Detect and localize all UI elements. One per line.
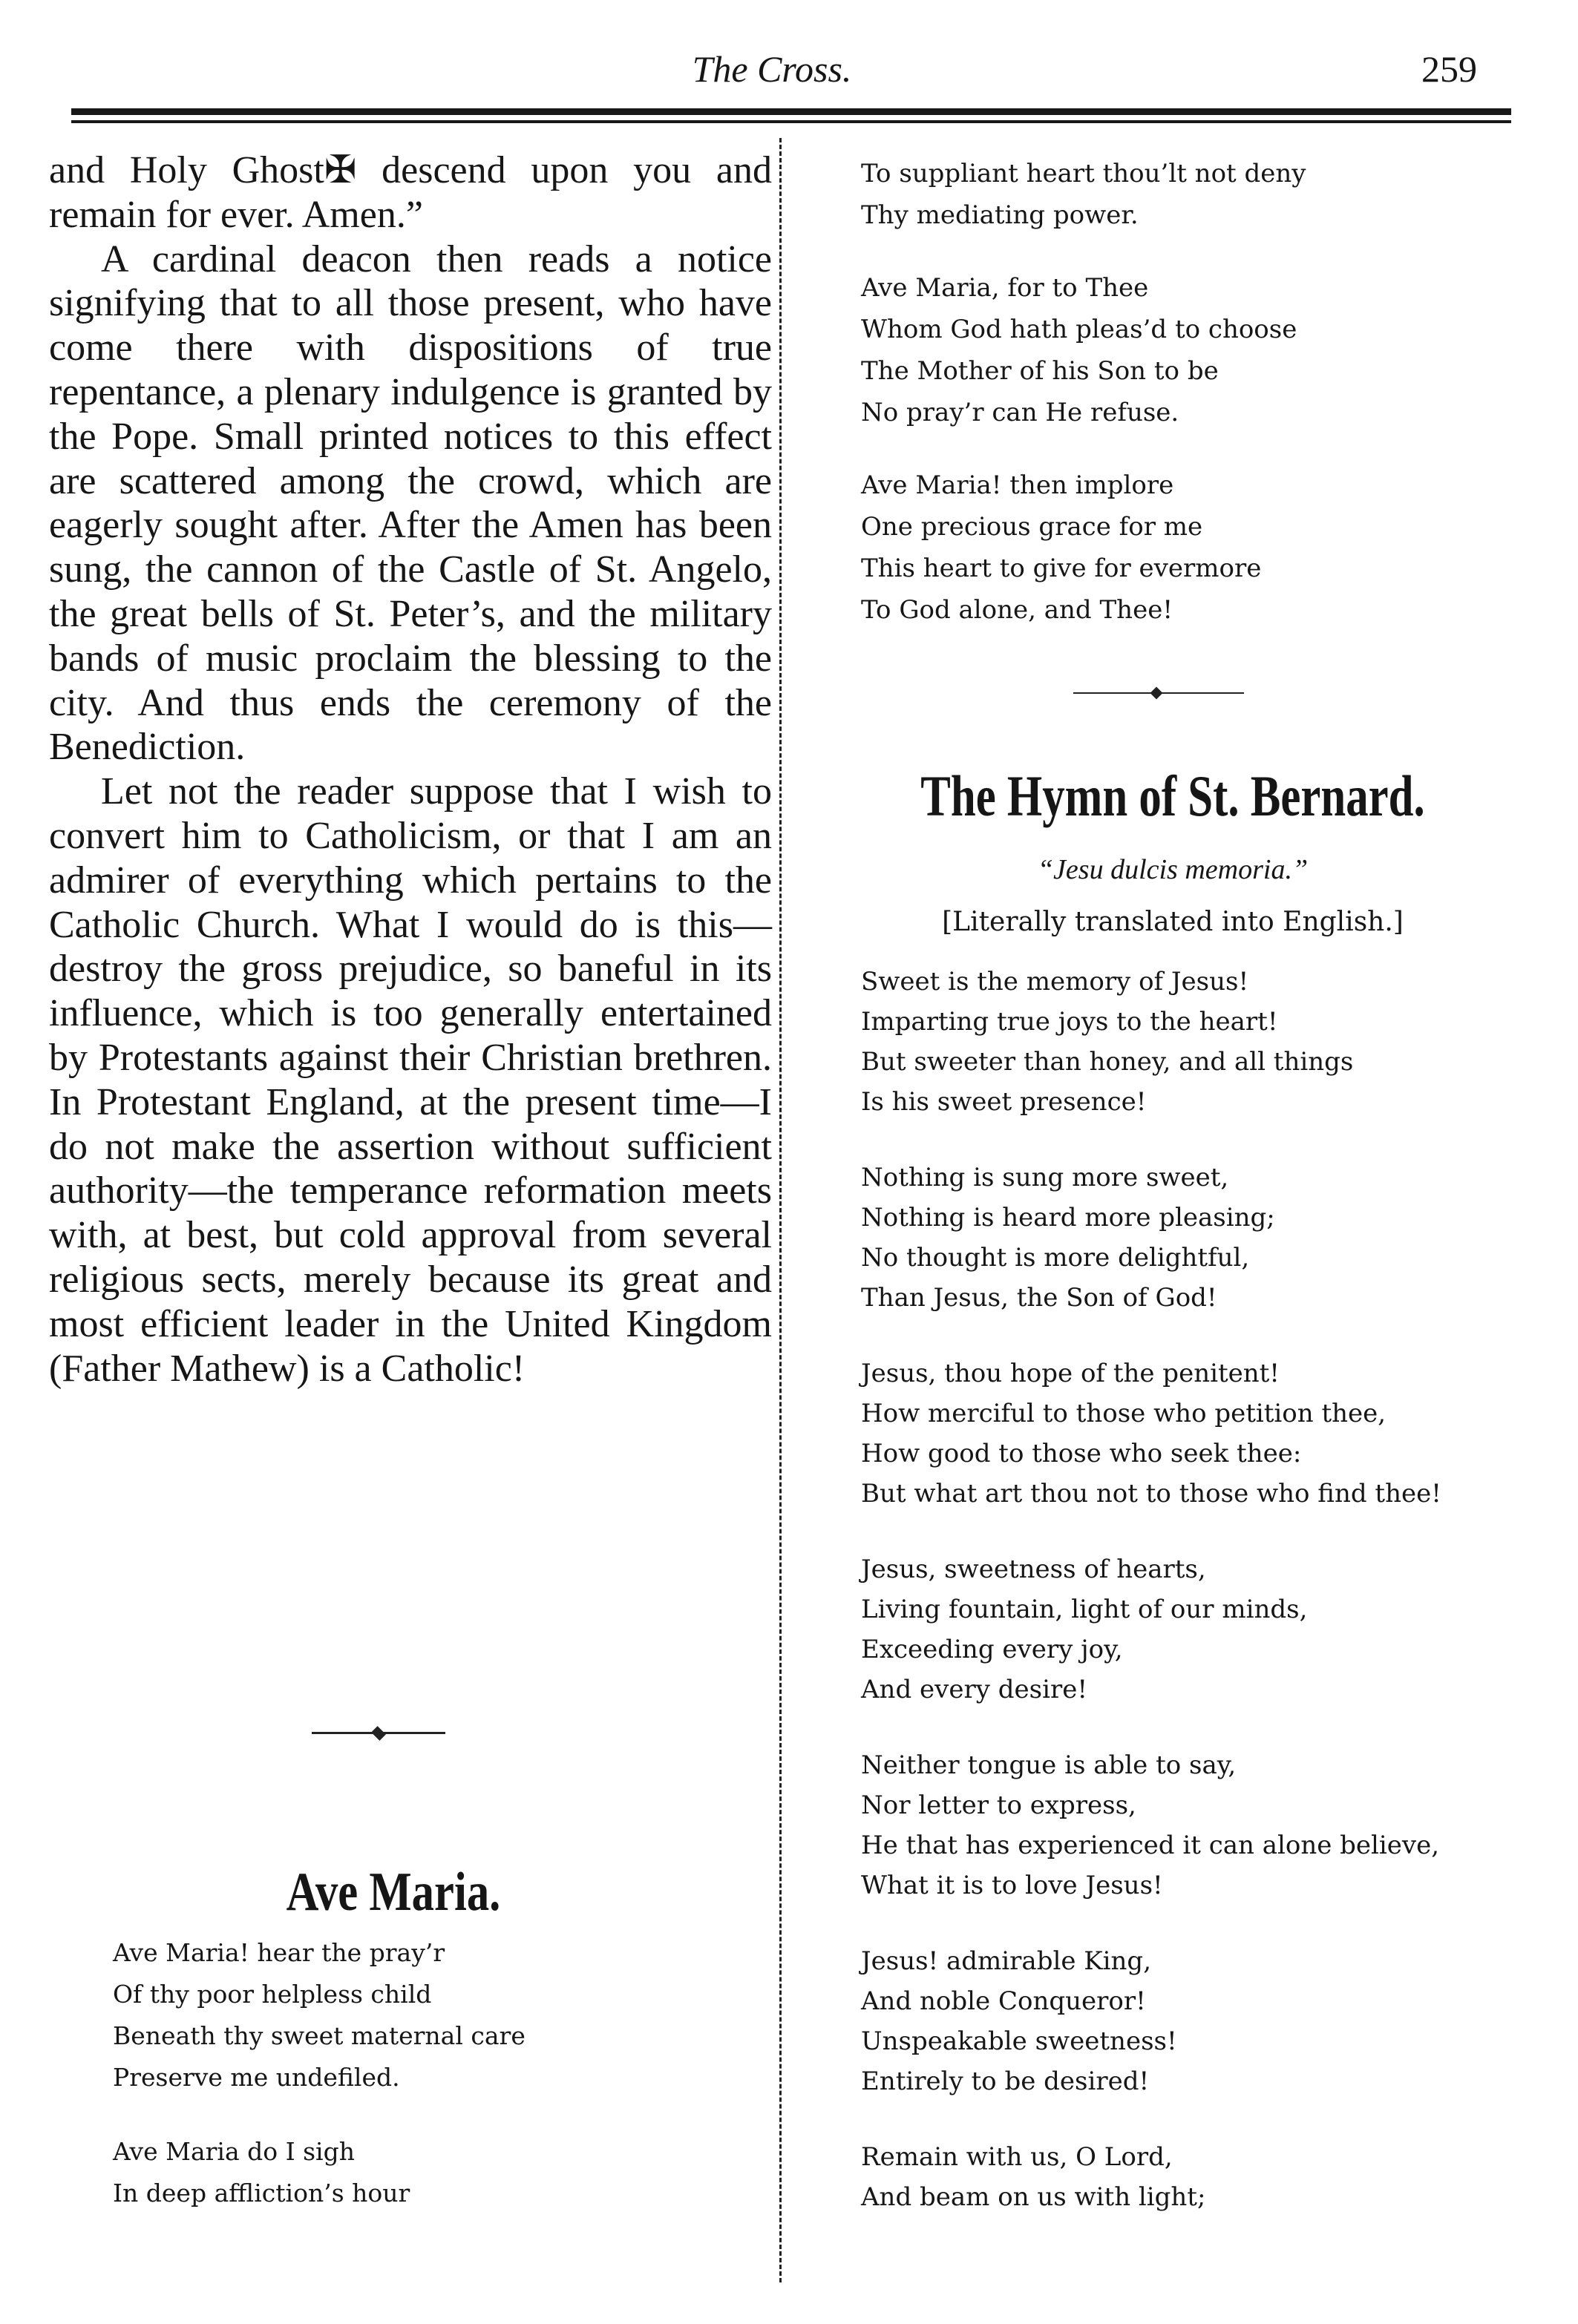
poem-line: Jesus! admirable King,: [861, 1946, 1151, 1976]
left-column: [49, 148, 772, 1391]
poem-line: Than Jesus, the Son of God!: [861, 1283, 1217, 1313]
header-rule-thin: [71, 120, 1511, 123]
poem-line: To suppliant heart thou’lt not deny: [861, 159, 1306, 188]
poem-line: Sweet is the memory of Jesus!: [861, 967, 1249, 997]
poem-stanza: [861, 1549, 1544, 1710]
poem-line: But what art thou not to those who find thee!: [861, 1479, 1441, 1509]
hymn-poem: [861, 962, 1544, 2253]
poem-stanza: [861, 1745, 1544, 1906]
ornament-diamond: [1150, 687, 1163, 700]
poem-line: Entirely to be desired!: [861, 2067, 1150, 2096]
poem-line: Nothing is sung more sweet,: [861, 1163, 1229, 1192]
paragraph-benediction: A cardinal deacon then reads a notice signifying that to all those present, who have come there with dispositions of true repentance, a plenary indulgence is granted by the Pope. Small printed notices to this effect are scattered among the crowd, which are eagerly sought after. After the Amen has been sung, the cannon of the Castle of St. Angelo, the great bells of St. Peter’s, and the military bands of music proclaim the blessing to the city. And thus ends the ceremony of the Benediction.: [49, 237, 772, 769]
poem-line: Imparting true joys to the heart!: [861, 1007, 1278, 1037]
poem-line: Jesus, sweetness of hearts,: [861, 1555, 1206, 1584]
poem-line: Preserve me undefiled.: [113, 2063, 400, 2092]
poem-stanza: [113, 2131, 766, 2214]
poem-line: To God alone, and Thee!: [861, 595, 1173, 625]
paragraph-continued: and Holy Ghost✠ descend upon you and remain for ever. Amen.”: [49, 149, 772, 236]
poem-line: Nor letter to express,: [861, 1790, 1136, 1820]
paragraph-prejudice: Let not the reader suppose that I wish to convert him to Catholicism, or that I am an admirer of everything which pertains to the Catholic Church. What I would do is this—destroy the gross prejudice, so baneful in its influence, which is too generally entertained by Protestants against their Christian brethren. In Protestant England, at the present time—I do not make the assertion without sufficient authority—the temperance reformation meets with, at best, but cold approval from several religious sects, merely because its great and most efficient leader in the United Kingdom (Father Mathew) is a Catholic!: [49, 770, 772, 1390]
poem-line: Ave Maria, for to Thee: [861, 273, 1149, 303]
header-rule-thick: [71, 108, 1511, 115]
poem-title-hymn-of-st-bernard: The Hymn of St. Bernard.: [920, 764, 1425, 828]
poem-line: Of thy poor helpless child: [113, 1980, 432, 2009]
poem-line: Living fountain, light of our minds,: [861, 1595, 1308, 1624]
poem-stanza: [861, 1941, 1544, 2101]
poem-line: Neither tongue is able to say,: [861, 1750, 1237, 1780]
poem-stanza: [861, 1353, 1544, 1514]
poem-line: He that has experienced it can alone believe,: [861, 1831, 1440, 1860]
column-divider: [779, 138, 782, 2282]
poem-stanza: [861, 1158, 1544, 1318]
poem-line: Ave Maria do I sigh: [113, 2137, 355, 2166]
poem-line: No thought is more delightful,: [861, 1243, 1250, 1273]
poem-line: Ave Maria! hear the pray’r: [113, 1938, 445, 1967]
poem-line: Thy mediating power.: [861, 200, 1139, 230]
poem-line: Unspeakable sweetness!: [861, 2026, 1177, 2056]
poem-line: What it is to love Jesus!: [861, 1871, 1163, 1900]
poem-stanza: [861, 153, 1544, 236]
poem-line: How merciful to those who petition thee,: [861, 1399, 1387, 1428]
poem-line: No pray’r can He refuse.: [861, 398, 1179, 427]
poem-line: Nothing is heard more pleasing;: [861, 1203, 1275, 1232]
poem-line: In deep affliction’s hour: [113, 2179, 410, 2208]
poem-line: But sweeter than honey, and all things: [861, 1047, 1354, 1077]
translation-note: [Literally translated into English.]: [942, 907, 1404, 937]
poem-stanza: [861, 267, 1544, 433]
poem-line: The Mother of his Son to be: [861, 356, 1219, 386]
poem-line: Is his sweet presence!: [861, 1087, 1147, 1117]
running-header-title: The Cross.: [692, 48, 852, 90]
poem-line: Ave Maria! then implore: [861, 470, 1174, 500]
poem-subtitle: “Jesu dulcis memoria.”: [1037, 854, 1309, 885]
poem-line: And noble Conqueror!: [861, 1986, 1146, 2016]
poem-stanza: [113, 1932, 766, 2098]
section-divider-ornament: [312, 1729, 445, 1736]
section-divider-ornament: [1073, 689, 1244, 697]
poem-line: Exceeding every joy,: [861, 1635, 1123, 1664]
poem-line: Jesus, thou hope of the penitent!: [861, 1359, 1280, 1388]
page-number: 259: [1421, 48, 1477, 90]
poem-title-ave-maria: Ave Maria.: [286, 1862, 501, 1923]
poem-line: Remain with us, O Lord,: [861, 2142, 1173, 2172]
poem-stanza: [861, 2137, 1544, 2217]
poem-stanza: [861, 465, 1544, 631]
right-column-poem-continuation: [861, 153, 1544, 662]
poem-line: Whom God hath pleas’d to choose: [861, 315, 1297, 344]
poem-line: One precious grace for me: [861, 512, 1203, 542]
ave-maria-poem: [113, 1932, 766, 2247]
poem-line: Beneath thy sweet maternal care: [113, 2021, 526, 2050]
poem-line: And every desire!: [861, 1675, 1087, 1704]
ornament-diamond: [371, 1726, 386, 1741]
poem-line: This heart to give for evermore: [861, 554, 1262, 583]
poem-line: How good to those who seek thee:: [861, 1439, 1302, 1468]
poem-line: And beam on us with light;: [861, 2182, 1206, 2212]
poem-stanza: [861, 962, 1544, 1122]
